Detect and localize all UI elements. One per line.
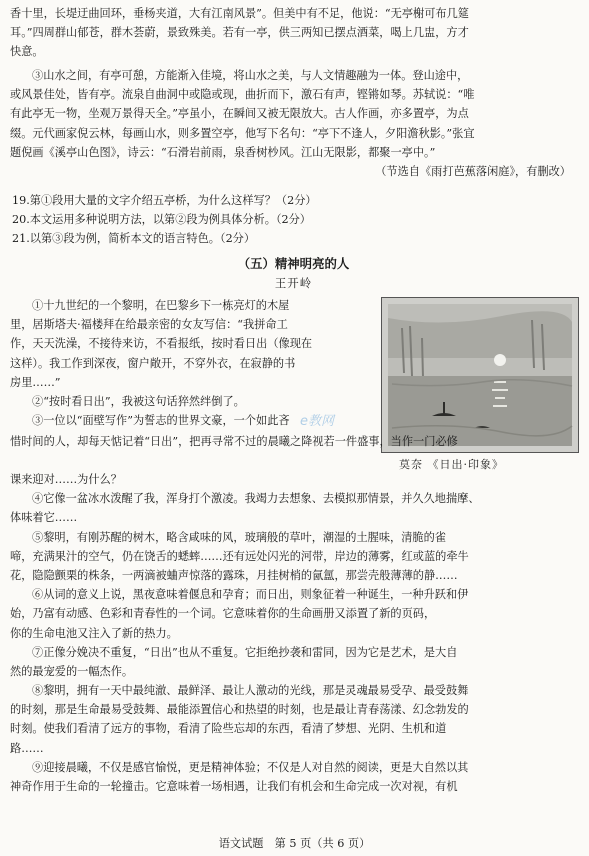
text-line: 然的最宠爱的一幅杰作。	[10, 664, 134, 678]
text-line: 你的生命电池又注入了新的热力。	[10, 626, 178, 640]
text-line: 或风景佳处，皆有亭。流泉自曲洞中或隐或现，曲折而下，激石有声，铿锵如琴。苏轼说：“唯	[10, 88, 475, 102]
painting-image	[381, 297, 579, 453]
text-line: ④它像一盆冰水泼醒了我，浑身打个激凌。我竭力去想象、去模拟那情景，并久久地揣摩、	[32, 492, 480, 506]
text-line: 这样）。我工作到深夜，窗户敞开，不穿外衣，在寂静的书	[10, 356, 296, 370]
text-line: 里，居斯塔夫·福楼拜在给最亲密的女友写信：“我拼命工	[10, 318, 288, 332]
wide-column	[10, 432, 577, 451]
author-name: 王开岭	[274, 276, 313, 290]
text-line: 体味着它……	[10, 511, 78, 525]
text-line: 路……	[10, 741, 44, 755]
text-line: ⑤黎明，有刚苏醒的树木，略含咸味的风，玻璃般的草叶，潮湿的土腥味，清脆的雀	[32, 530, 446, 544]
text-line: 房里……”	[10, 375, 61, 389]
section-heading	[10, 254, 577, 294]
text-line: 课来迎对……为什么？	[10, 473, 122, 486]
watermark-logo: e教网	[300, 414, 334, 429]
paragraph-3	[10, 66, 577, 181]
text-line: 神奇作用于生命的一轮撞击。它意味着一场相遇，让我们有机会和生命完成一次对视，有机	[10, 780, 458, 793]
wide-column-2	[10, 470, 577, 796]
text-line: ②“按时看日出”，我被这句话猝然绊倒了。	[32, 394, 245, 408]
impression-sunrise-illustration	[382, 298, 578, 452]
text-line: 缀。元代画家倪云林，每画山水，则多置空亭，他写下名句：“亭下不逢人，夕阳澹秋影。”张宜	[10, 126, 475, 140]
text-line: 香十里，长堤迂曲回环，垂杨夹道，大有江南风景”。但美中有不足，他说：“无亭榭可布几筵	[10, 7, 469, 20]
text-line: 作，天天洗澡，不接待来访，不看报纸，按时看日出（像现在	[10, 337, 313, 351]
text-line: 的时刻，那是生命最易受鼓舞、最能添置信心和热望的时刻，也是最让青春荡漾、幻念勃发的	[10, 703, 469, 717]
top-paragraph	[10, 4, 577, 62]
page-footer: 语文试题 第 5 页（共 6 页）	[218, 837, 371, 850]
text-line: 花，隐隐颤栗的株条，一两滴被蛐声惊落的露珠，月挂树梢的氤氲，那尝壳般薄薄的静……	[10, 568, 458, 582]
text-line: ③一位以“面壁写作”为誓志的世界文豪，一个如此吝	[32, 414, 290, 428]
figure-caption: 莫奈 《日出·印象》	[399, 458, 504, 471]
text-line: ③山水之间，有亭可憩，方能渐入佳境，将山水之美，与人文情趣融为一体。登山途中，	[32, 69, 469, 82]
question-20: 20.本文运用多种说明方法，以第②段为例具体分析。（2分）	[12, 213, 311, 227]
text-line: ①十九世纪的一个黎明，在巴黎乡下一栋亮灯的木屋	[32, 299, 290, 312]
text-line: 啼，充满果汁的空气，仍在饶舌的蟋蟀……还有远处闪光的河带，岸边的薄雾，红或蓝的牵牛	[10, 549, 469, 563]
section-title: （五）精神明亮的人	[237, 256, 350, 271]
text-line: 惜时间的人，却每天惦记着“日出”，把再寻常不过的晨曦之降视若一件盛事，当作一门必修	[10, 435, 458, 448]
questions	[10, 191, 577, 249]
source-note: （节选自《雨打芭蕉落闲庭》，有删改）	[375, 164, 571, 178]
text-line: 时刻。使我们看清了远方的事物，看清了险些忘却的东西，看清了梦想、光阴、生机和道	[10, 722, 447, 736]
text-line: ⑧黎明，拥有一天中最纯澈、最鲜泽、最让人激动的光线，那是灵魂最易受孕、最受鼓舞	[32, 684, 469, 698]
text-line: 始，乃富有动感、色彩和青春性的一个词。它意味着你的生命画册又添置了新的页码，	[10, 607, 436, 621]
text-line: ⑥从词的意义上说，黑夜意味着偃息和孕育；而日出，则象征着一种诞生，一种升跃和伊	[32, 588, 469, 602]
text-line: 题倪画《溪亭山色图》，诗云：“石滑岩前雨，泉香树杪风。江山无限影，都聚一亭中。”	[10, 145, 436, 159]
text-line: ⑨迎接晨曦，不仅是感官愉悦，更是精神体验；不仅是人对自然的阅读，更是大自然以其	[32, 760, 469, 774]
text-line: 有此亭无一物，坐观万景得天全。”亭虽小，在瞬间又被无限放大。古人作画，亦多置亭，为点	[10, 107, 469, 121]
text-line: 快意。	[10, 45, 44, 59]
question-19: 19.第①段用大量的文字介绍五亭桥，为什么这样写？（2分）	[12, 194, 317, 207]
question-21: 21.以第③段为例，简析本文的语言特色。（2分）	[12, 232, 256, 246]
text-line: ⑦正像分娩决不重复，“日出”也从不重复。它拒绝抄袭和雷同，因为它是艺术，是大自	[32, 645, 458, 659]
text-line: 耳。”四周群山郁苍，群木荟蔚，景致殊美。若有一亭，供三两知已摆点酒菜，喝上几盅，方才	[10, 26, 469, 40]
